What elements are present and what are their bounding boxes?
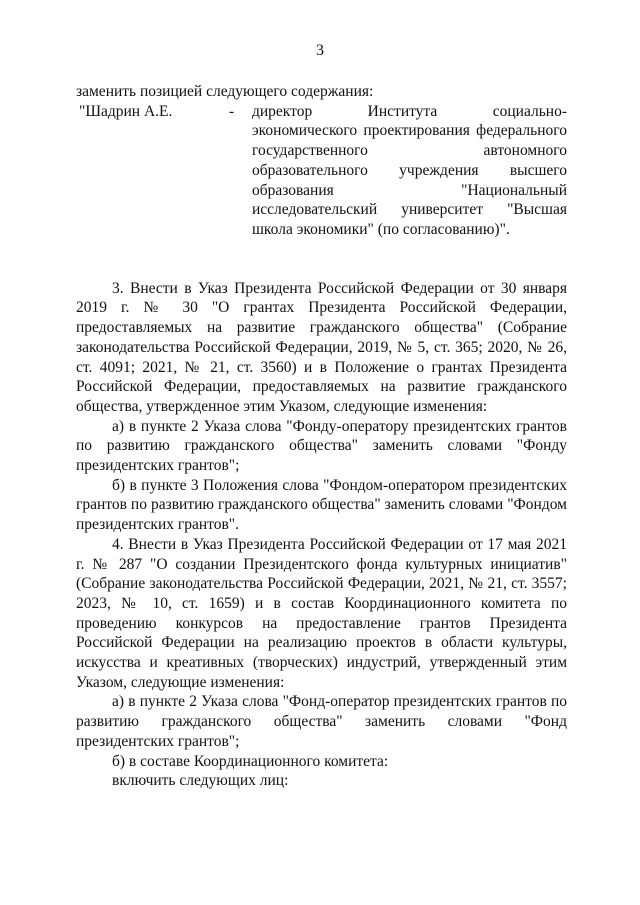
- paragraph-section-3a: а) в пункте 2 Указа слова "Фонду-оператору президентских грантов по развитию гражданского общества" заменить словами "Фонду президентских грантов";: [76, 417, 567, 475]
- paragraph-include-persons: включить следующих лиц:: [112, 772, 289, 790]
- member-dash: -: [229, 102, 235, 120]
- paragraph-section-3b: б) в пункте 3 Положения слова "Фондом-оператором президентских грантов по развитию гражданского общества" заменить словами "Фондом президентских грантов".: [76, 476, 567, 534]
- intro-line: заменить позицией следующего содержания:: [76, 83, 374, 100]
- paragraph-section-4: 4. Внести в Указ Президента Российской Федерации от 17 мая 2021 г. № 287 "О создании Президентского фонда культурных инициатив" (Собрание законодательства Российской Федерации, 2021, № 21, ст. 3557; 2023, № 10, ст. 1659) и в состав Координационного комитета по проведению конкурсов на предоставление грантов Президента Российской Федерации на реализацию проектов в области культуры, искусства и креативных (творческих) индустрий, утвержденный этим Указом, следующие изменения:: [76, 535, 567, 691]
- member-name: "Шадрин А.Е.: [79, 102, 173, 120]
- member-description: директор Института социально-экономического проектирования федерального государственного автономного образовательного учреждения высшего образования "Национальный исследовательский университет "Высшая школа экономики" (по согласованию)".: [252, 102, 567, 238]
- member-entry: [76, 102, 567, 259]
- spacer: [76, 259, 567, 279]
- page-number: 3: [316, 42, 324, 59]
- paragraph-section-4b: б) в составе Координационного комитета:: [112, 752, 389, 770]
- document-body: [76, 82, 567, 791]
- paragraph-section-3: 3. Внести в Указ Президента Российской Федерации от 30 января 2019 г. № 30 "О грантах Президента Российской Федерации, предоставляемых на развитие гражданского общества" (Собрание законодательства Российской Федерации, 2019, № 5, ст. 365; 2020, № 26, ст. 4091; 2021, № 21, ст. 3560) и в Положение о грантах Президента Российской Федерации, предоставляемых на развитие гражданского общества, утвержденное этим Указом, следующие изменения:: [76, 279, 567, 415]
- paragraph-section-4a: а) в пункте 2 Указа слова "Фонд-оператор президентских грантов по развитию гражданского общества" заменить словами "Фонд президентских грантов";: [76, 693, 567, 750]
